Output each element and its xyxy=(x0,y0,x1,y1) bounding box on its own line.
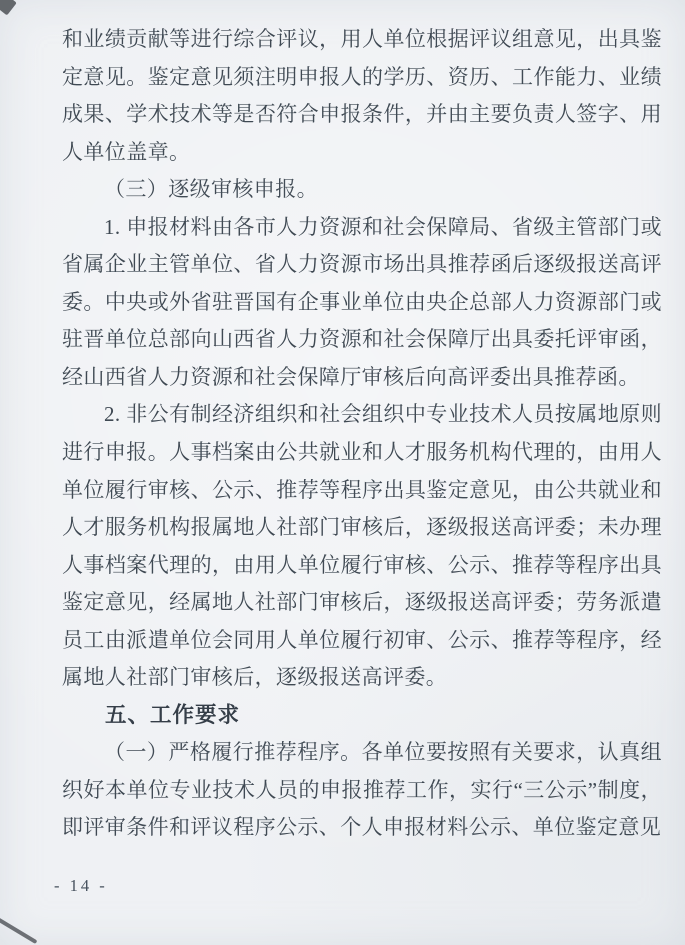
paragraph-continuation: 和业绩贡献等进行综合评议，用人单位根据评议组意见，出具鉴定意见。鉴定意见须注明申报人的学历、资历、工作能力、业绩成果、学术技术等是否符合申报条件，并由主要负责人签字、用人单位盖章。 xyxy=(62,27,662,164)
page-number: - 14 - xyxy=(54,876,108,895)
subsection-paragraph-1 xyxy=(62,734,662,847)
scan-artifact-top-left xyxy=(0,0,17,15)
subsection-heading-3: （三）逐级审核申报。 xyxy=(104,177,318,202)
numbered-item-1: 1. 申报材料由各市人力资源和社会保障局、省级主管部门或省属企业主管单位、省人力资源市场出具推荐函后逐级报送高评委。中央或外省驻晋国有企事业单位由央企总部人力资源部门或驻晋单位总部向山西省人力资源和社会保障厅出具委托评审函，经山西省人力资源和社会保障厅审核后向高评委出具推荐函。 xyxy=(62,214,662,389)
section-heading-5: 五、工作要求 xyxy=(105,702,241,727)
numbered-item-2: 2. 非公有制经济组织和社会组织中专业技术人员按属地原则进行申报。人事档案由公共就业和人才服务机构代理的，由用人单位履行审核、公示、推荐等程序出具鉴定意见，由公共就业和人才服务机构报属地人社部门审核后，逐级报送高评委；未办理人事档案代理的，由用人单位履行审核、公示、推荐等程序出具鉴定意见，经属地人社部门审核后，逐级报送高评委；劳务派遣员工由派遣单位会同用人单位履行初审、公示、推荐等程序，经属地人社部门审核后，逐级报送高评委。 xyxy=(62,402,662,690)
scan-artifact-bottom-left xyxy=(0,916,37,944)
text-block xyxy=(62,21,662,847)
subsection-1-rest: 各单位要按照有关要求，认真组织好本单位专业技术人员的申报推荐工作，实行“三公示”制度，即评审条件和评议程序公示、个人申报材料公示、单位鉴定意见 xyxy=(62,740,662,840)
subsection-1-lead: （一）严格履行推荐程序。 xyxy=(104,740,362,765)
